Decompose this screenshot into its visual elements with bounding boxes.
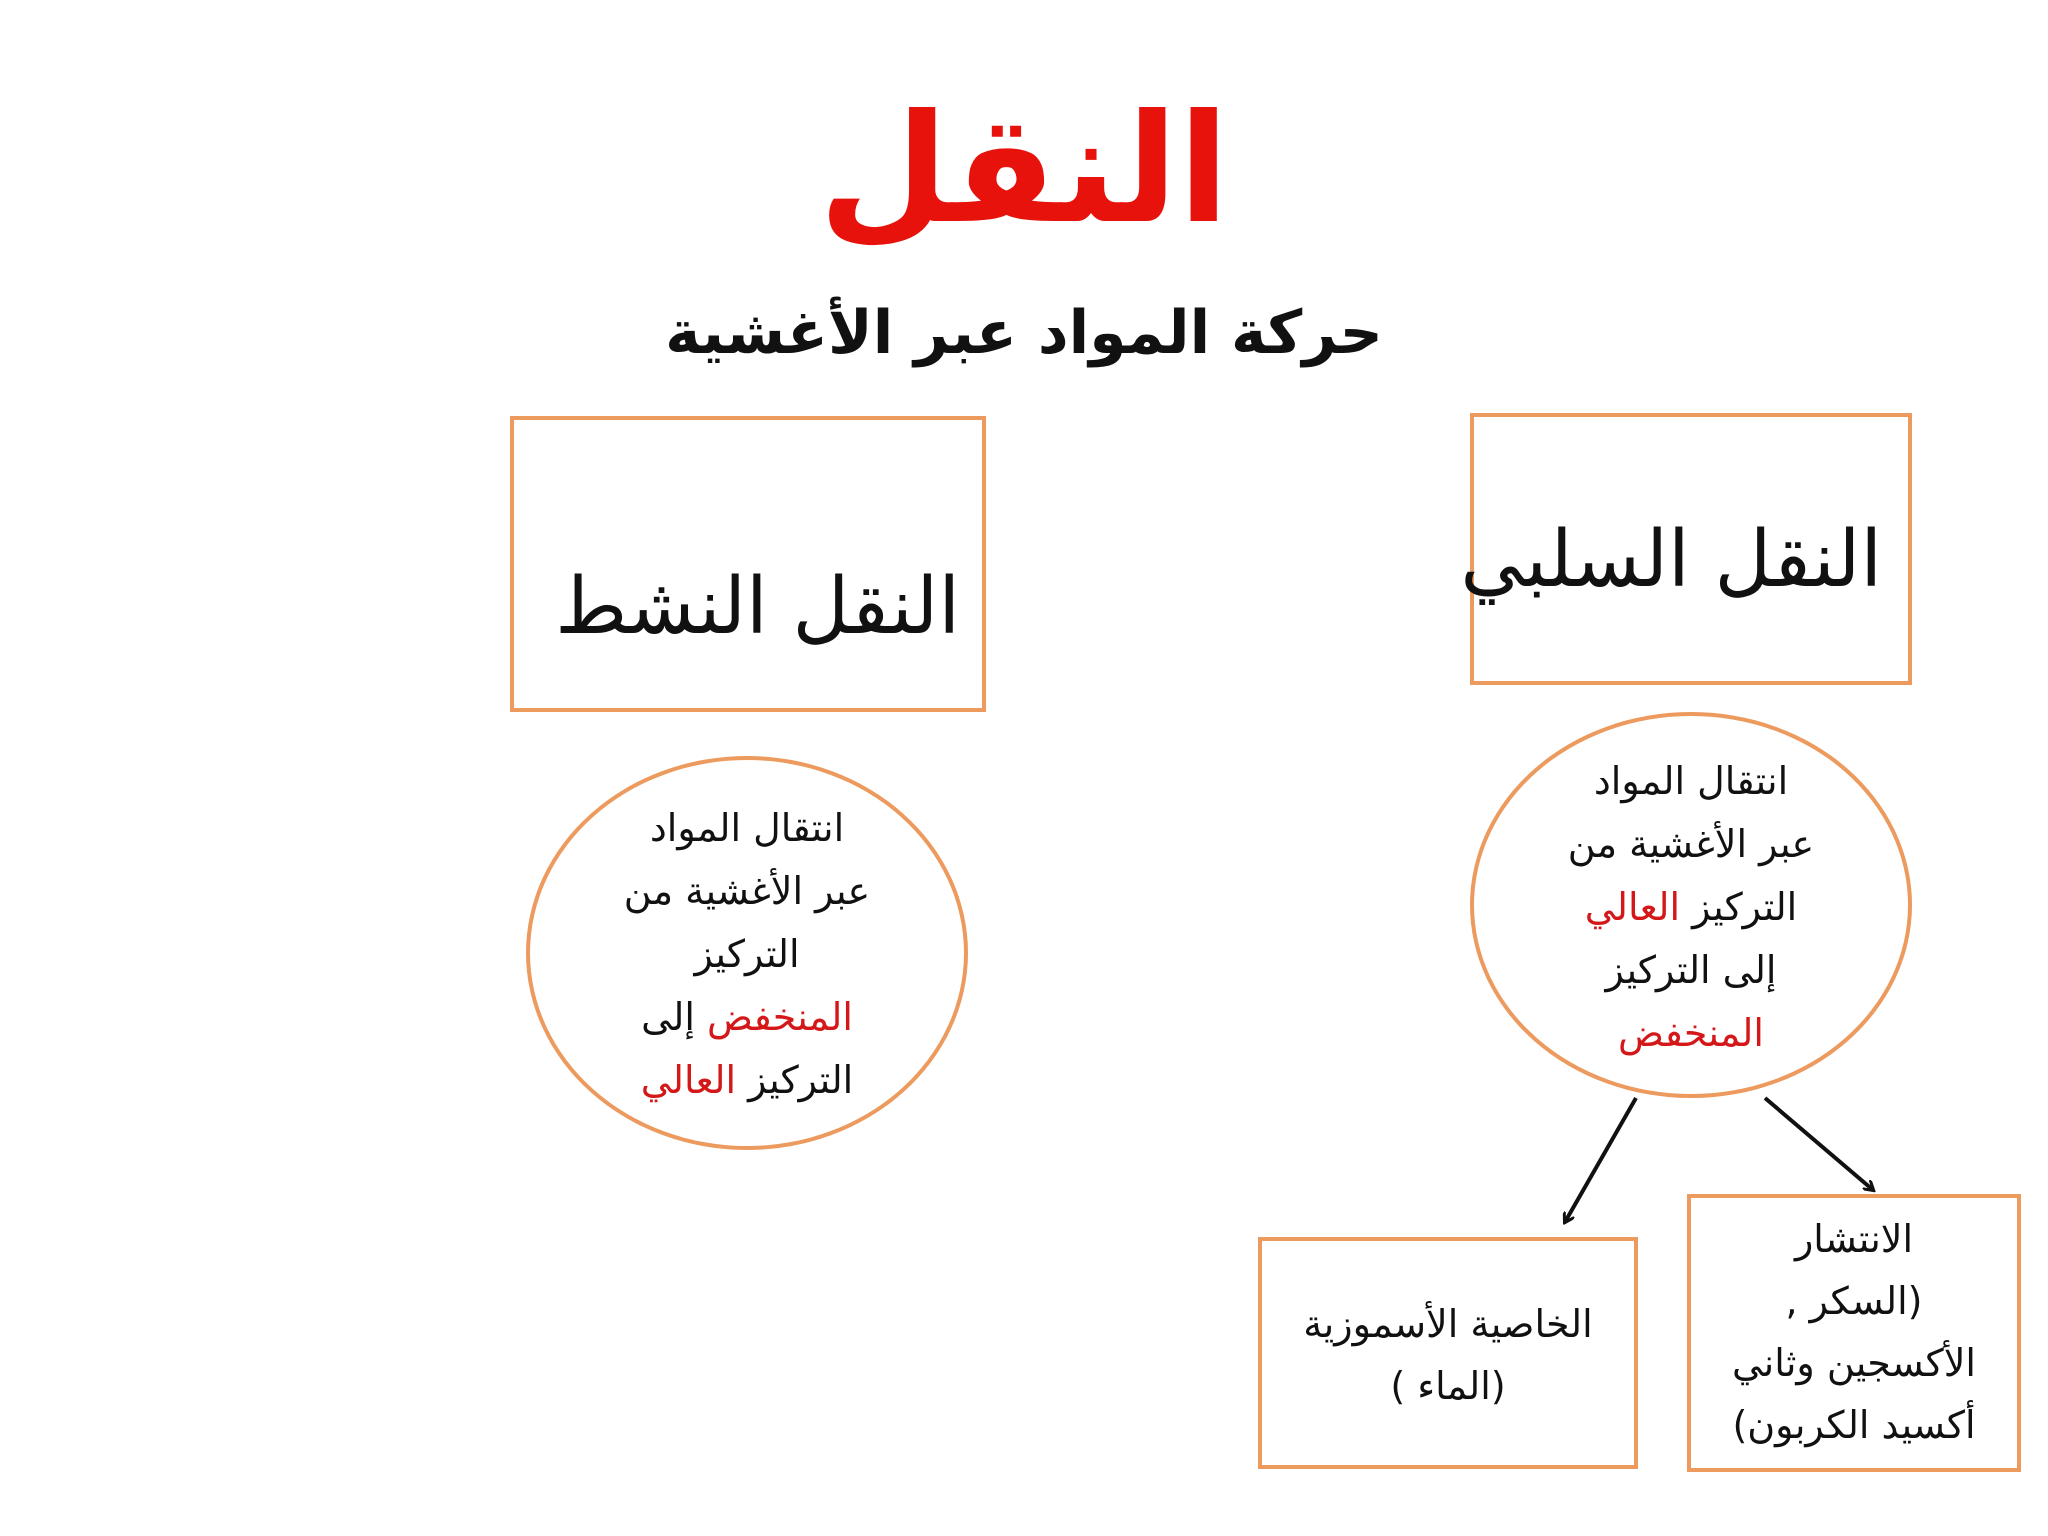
diffusion-line-1: الانتشار xyxy=(1794,1217,1914,1261)
arrow-to-diffusion xyxy=(1765,1098,1873,1190)
passive-desc-line-1: انتقال المواد xyxy=(1593,759,1789,803)
active-high-concentration: العالي xyxy=(640,1058,737,1102)
passive-desc-line-4: إلى التركيز xyxy=(1605,948,1777,992)
active-transport-label: النقل النشط xyxy=(555,562,960,652)
osmosis-box xyxy=(1258,1237,1638,1469)
passive-desc-line-2: عبر الأغشية من xyxy=(1567,822,1815,866)
active-desc-line-3: التركيز xyxy=(694,932,800,976)
active-desc-line-1: انتقال المواد xyxy=(649,806,845,850)
active-desc-line-2: عبر الأغشية من xyxy=(623,869,871,913)
diffusion-box xyxy=(1687,1194,2021,1472)
active-low-concentration: المنخفض xyxy=(707,995,853,1039)
diffusion-line-2: (السكر , xyxy=(1785,1279,1923,1323)
osmosis-line-2: (الماء ) xyxy=(1390,1364,1506,1408)
passive-transport-label: النقل السلبي xyxy=(1460,515,1882,605)
passive-concentration-word: التركيز xyxy=(1692,885,1798,929)
passive-low-concentration: المنخفض xyxy=(1618,1011,1764,1055)
passive-high-concentration: العالي xyxy=(1584,885,1681,929)
page-title: النقل xyxy=(818,83,1230,257)
osmosis-text xyxy=(1262,1293,1634,1417)
arrow-to-osmosis xyxy=(1565,1098,1636,1222)
diffusion-line-4: أكسيد الكربون) xyxy=(1732,1403,1976,1447)
page-subtitle: حركة المواد عبر الأغشية xyxy=(665,298,1383,368)
osmosis-line-1: الخاصية الأسموزية xyxy=(1303,1302,1593,1346)
active-concentration-word: التركيز xyxy=(748,1058,854,1102)
diffusion-text xyxy=(1691,1208,2017,1456)
active-to-word: إلى xyxy=(641,995,695,1039)
diffusion-line-3: الأكسجين وثاني xyxy=(1732,1341,1976,1385)
